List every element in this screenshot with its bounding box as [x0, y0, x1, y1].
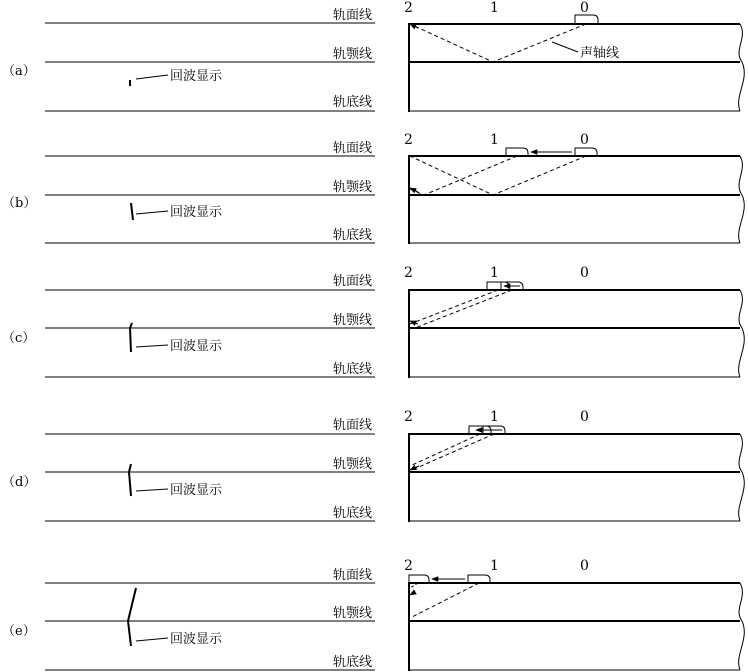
- probe-current: [409, 575, 429, 583]
- rail-head-label: 轨面线: [333, 418, 373, 433]
- position-0: 0: [580, 409, 589, 425]
- beam-path-previous: [412, 434, 494, 470]
- rail-head-label: 轨面线: [333, 141, 373, 156]
- position-1: 1: [490, 265, 499, 281]
- rail-jaw-label: 轨颚线: [333, 457, 373, 472]
- position-1: 1: [490, 558, 499, 574]
- rail-base-label: 轨底线: [333, 655, 373, 670]
- rail-jaw-label: 轨颚线: [333, 47, 373, 62]
- beam-path-current: [410, 156, 517, 195]
- echo-leader: [136, 638, 168, 641]
- echo-signal: [129, 464, 131, 496]
- panel-label: （a）: [2, 64, 36, 79]
- echo-leader: [136, 211, 168, 214]
- panel-label: （e）: [2, 624, 36, 639]
- rail-base-label: 轨底线: [333, 506, 373, 521]
- position-2: 2: [404, 265, 413, 281]
- position-0: 0: [580, 132, 589, 148]
- panel-c: [2, 265, 744, 378]
- echo-label: 回波显示: [170, 205, 223, 220]
- panel-label: （d）: [2, 475, 37, 490]
- echo-label: 回波显示: [170, 69, 223, 84]
- beam-path-previous: [415, 290, 512, 328]
- probe: [575, 15, 598, 24]
- position-0: 0: [580, 265, 589, 281]
- echo-label: 回波显示: [170, 483, 223, 498]
- beam-path-current: [410, 434, 480, 466]
- panel-a: [2, 0, 744, 112]
- beam-path: [412, 583, 479, 617]
- sound-axis-label: 声轴线: [580, 46, 620, 61]
- position-2: 2: [404, 132, 413, 148]
- sound-axis-leader: [552, 42, 578, 52]
- rail-break-line: [739, 156, 745, 243]
- rail-base-label: 轨底线: [333, 228, 373, 243]
- rail-head-label: 轨面线: [333, 568, 373, 583]
- beam-path-current: [410, 290, 498, 324]
- echo-label: 回波显示: [170, 632, 223, 647]
- rail-head-label: 轨面线: [333, 8, 373, 23]
- rail-jaw-label: 轨颚线: [333, 180, 373, 195]
- echo-label: 回波显示: [170, 339, 223, 354]
- position-1: 1: [490, 132, 499, 148]
- position-2: 2: [404, 558, 413, 574]
- rail-head-label: 轨面线: [333, 274, 373, 289]
- beam-path-previous: [410, 156, 586, 195]
- position-1: 1: [490, 409, 499, 425]
- rail-break-line: [739, 24, 745, 111]
- rail-break-line: [739, 290, 745, 377]
- rail-break-line: [739, 583, 745, 670]
- panel-label: （c）: [2, 331, 36, 346]
- position-2: 2: [404, 0, 413, 16]
- position-0: 0: [580, 0, 589, 16]
- echo-signal: [130, 323, 132, 352]
- rail-base-label: 轨底线: [333, 362, 373, 377]
- rail-break-line: [739, 434, 745, 521]
- panel-e: [2, 558, 744, 671]
- position-1: 1: [490, 0, 499, 16]
- echo-leader: [136, 489, 168, 491]
- probe-start: [575, 148, 597, 156]
- echo-signal: [131, 203, 133, 220]
- position-0: 0: [580, 558, 589, 574]
- rail-base-label: 轨底线: [333, 95, 373, 110]
- beam-path: [410, 24, 586, 62]
- rail-jaw-label: 轨颚线: [333, 606, 373, 621]
- panel-d: [2, 409, 744, 522]
- echo-leader: [136, 345, 168, 347]
- position-2: 2: [404, 409, 413, 425]
- echo-leader: [136, 75, 168, 79]
- beam-arrow: [410, 592, 415, 595]
- rail-jaw-label: 轨颚线: [333, 313, 373, 328]
- panel-b: [2, 132, 744, 244]
- echo-signal: [128, 588, 136, 646]
- panel-label: （b）: [2, 196, 37, 211]
- probe-current: [506, 148, 528, 156]
- probe-previous: [468, 575, 490, 583]
